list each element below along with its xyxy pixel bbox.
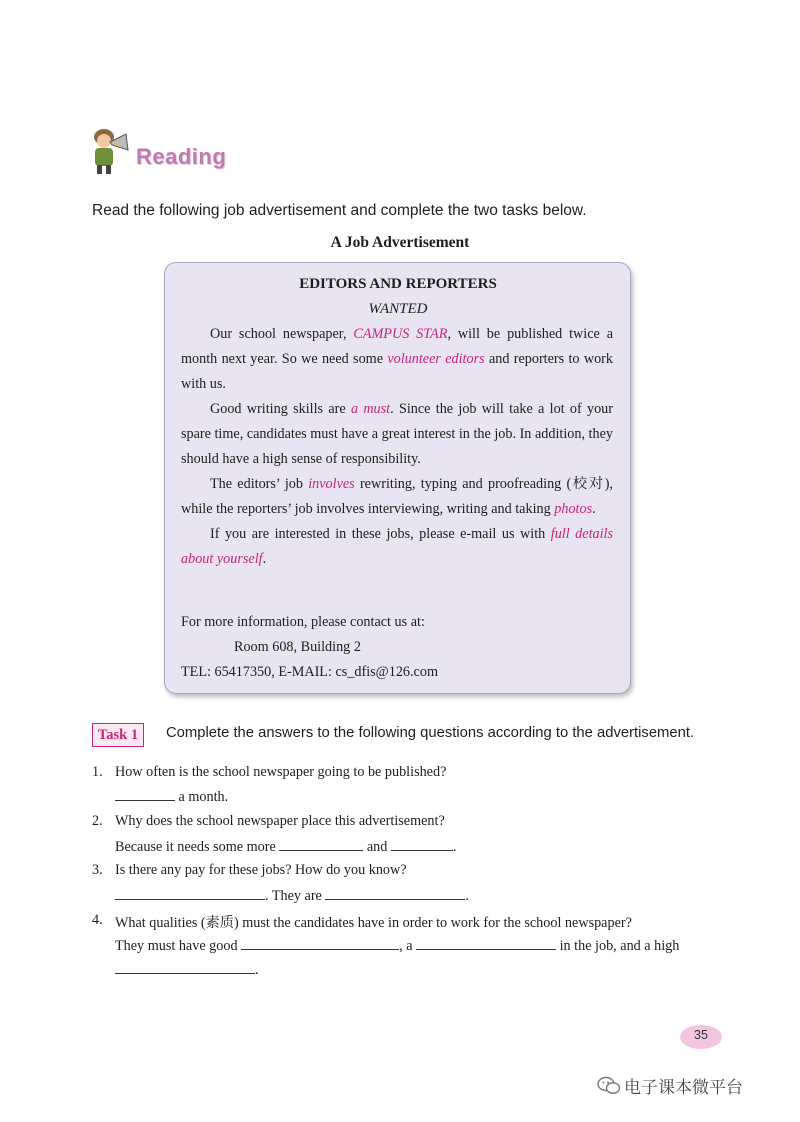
wechat-icon — [597, 1076, 621, 1096]
question-4-number: 4. — [92, 912, 103, 928]
contact-tel-email: TEL: 65417350, E-MAIL: cs_dfis@126.com — [181, 664, 438, 680]
answer-blank[interactable] — [115, 961, 255, 974]
reading-instruction: Read the following job advertisement and complete the two tasks below. — [92, 202, 587, 219]
advertisement-title: A Job Advertisement — [330, 234, 470, 251]
task-1-label: Task 1 — [92, 723, 144, 747]
advertisement-heading: EDITORS AND REPORTERS — [299, 276, 497, 292]
answer-blank[interactable] — [241, 937, 399, 950]
answer-blank[interactable] — [391, 838, 453, 851]
question-1-answer: a month. — [115, 788, 228, 806]
question-2-text: Why does the school newspaper place this advertisement? — [115, 813, 445, 829]
question-2-number: 2. — [92, 813, 103, 829]
question-3-answer: . They are . — [115, 887, 469, 905]
answer-blank[interactable] — [279, 838, 363, 851]
question-3-text: Is there any pay for these jobs? How do you know? — [115, 862, 407, 878]
question-3-number: 3. — [92, 862, 103, 878]
contact-address: Room 608, Building 2 — [234, 639, 361, 655]
watermark-text: 电子课本微平台 — [624, 1078, 743, 1098]
ad-paragraph-3: The editors’ job involves rewriting, typing and proofreading (校对), while the reporters’ job involves interviewing, writing and taking photos. — [181, 476, 613, 517]
contact-intro: For more information, please contact us at: — [181, 614, 425, 630]
question-4-text: What qualities (素质) must the candidates have in order to work for the school newspaper? — [115, 915, 632, 931]
ad-paragraph-1: Our school newspaper, CAMPUS STAR, will be published twice a month next year. So we need some volunteer editors and reporters to work with us. — [181, 326, 614, 392]
answer-blank[interactable] — [115, 788, 175, 801]
question-1-text: How often is the school newspaper going to be published? — [115, 764, 447, 780]
question-4-answer-line-2: . — [115, 961, 259, 979]
advertisement-body — [181, 322, 613, 572]
answer-blank[interactable] — [115, 887, 265, 900]
reporter-with-megaphone-icon — [88, 124, 134, 176]
ad-paragraph-4: If you are interested in these jobs, please e-mail us with full details about yourself. — [181, 526, 614, 567]
answer-blank[interactable] — [325, 887, 465, 900]
question-4-answer-line-1: They must have good , a in the job, and a high — [115, 938, 680, 954]
question-1-number: 1. — [92, 764, 103, 780]
section-title: Reading — [136, 144, 227, 169]
advertisement-wanted: WANTED — [368, 301, 428, 317]
question-2-answer: Because it needs some more and . — [115, 839, 457, 855]
answer-blank[interactable] — [416, 937, 556, 950]
ad-paragraph-2: Good writing skills are a must. Since the job will take a lot of your spare time, candidates must have a great interest in the job. In addition, they should have a high sense of responsibility. — [181, 401, 614, 467]
task-1-instruction: Complete the answers to the following questions according to the advertisement. — [166, 725, 695, 741]
page-number: 35 — [694, 1028, 708, 1042]
